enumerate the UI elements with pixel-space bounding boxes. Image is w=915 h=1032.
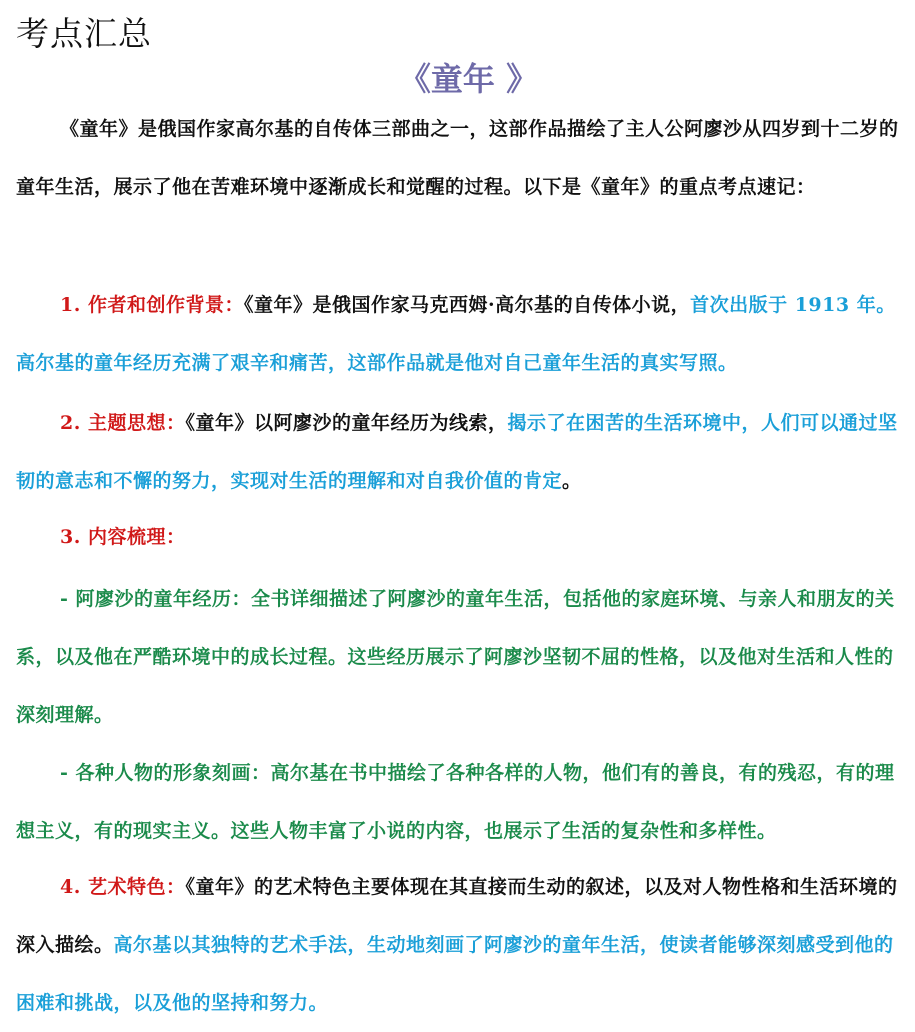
page-title: 考点汇总 [16,14,152,53]
list-item: - 各种人物的形象刻画：高尔基在书中描绘了各种各样的人物，他们有的善良，有的残忍，有的理想主义，有的现实主义。这些人物丰富了小说的内容，也展示了生活的复杂性和多样性。 [16,762,895,842]
intro-text: 《童年》是俄国作家高尔基的自传体三部曲之一，这部作品描绘了主人公阿廖沙从四岁到十二岁的童年生活，展示了他在苦难环境中逐渐成长和觉醒的过程。以下是《童年》的重点考点速记： [16,118,899,198]
section-text: 《童年》以阿廖沙的童年经历为线索， [185,412,508,434]
section-highlight: 揭示了在困苦的生活环境中，人们可以通过坚韧的意志和不懈的努力，实现对生活的理解和对自我价值的肯定 [16,412,898,492]
section-content [16,508,900,566]
section-heading: 3. 内容梳理： [60,526,186,548]
section-text: 《童年》的艺术特色主要体现在其直接而生动的叙述，以及对人物性格和生活环境的深入描绘。 [16,876,898,956]
intro-paragraph [16,100,900,216]
section-theme [16,394,900,510]
section-highlight: 高尔基以其独特的艺术手法，生动地刻画了阿廖沙的童年生活，使读者能够深刻感受到他的困难和挑战，以及他的坚持和努力。 [16,934,894,1014]
list-item: - 阿廖沙的童年经历：全书详细描述了阿廖沙的童年生活，包括他的家庭环境、与亲人和朋友的关系，以及他在严酷环境中的成长过程。这些经历展示了阿廖沙坚韧不屈的性格，以及他对生活和人性的深刻理解。 [16,588,895,726]
section-heading: 4. 艺术特色： [60,876,186,898]
book-title: 《童年 》 [398,60,539,98]
section-heading: 1. 作者和创作背景： [60,294,244,316]
content-item-characters [16,744,900,860]
section-end: 。 [562,470,582,492]
section-highlight: 首次出版于 1913 年。高尔基的童年经历充满了艰辛和痛苦，这部作品就是他对自己童年生活的真实写照。 [16,294,896,374]
content-item-childhood [16,570,900,744]
section-art-features [16,858,900,1032]
section-author-background [16,276,900,392]
section-text: 《童年》是俄国作家马克西姆·高尔基的自传体小说， [243,294,691,316]
section-heading: 2. 主题思想： [60,412,186,434]
